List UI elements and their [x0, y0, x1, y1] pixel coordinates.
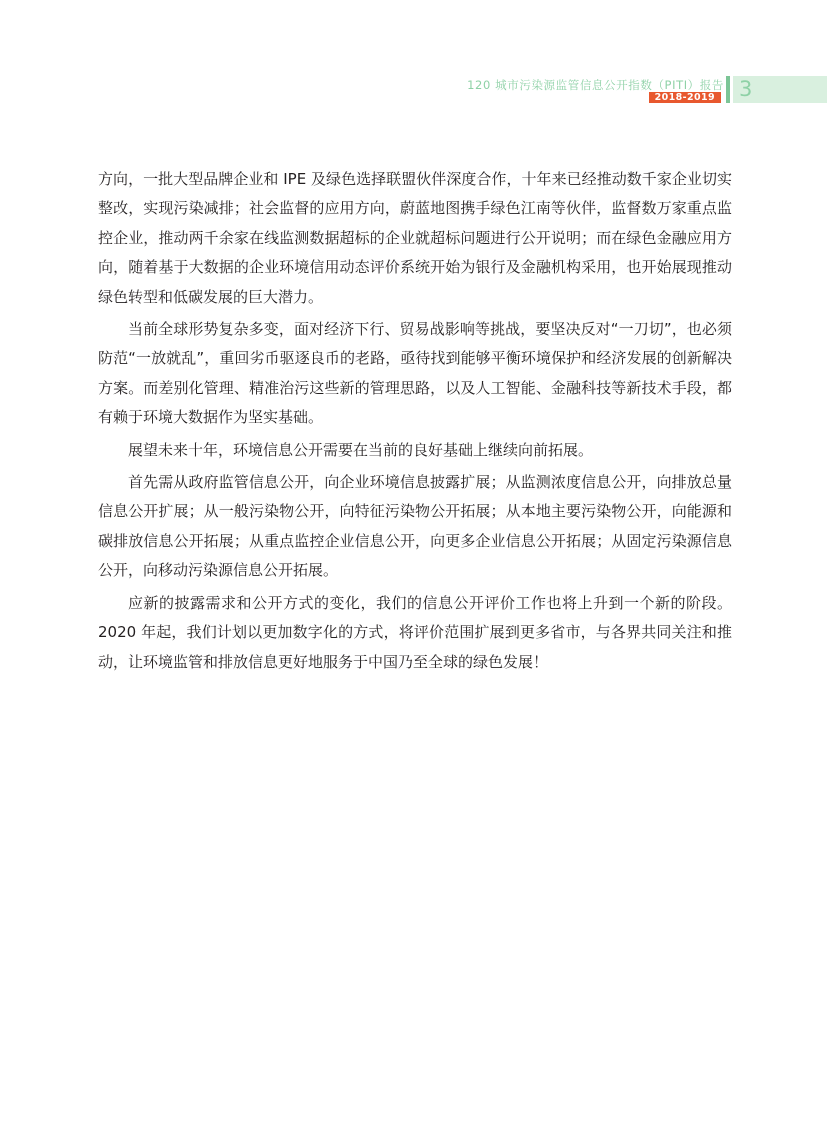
- paragraph-global-situation: 当前全球形势复杂多变，面对经济下行、贸易战影响等挑战，要坚决反对“一刀切”，也必须防范“一放就乱”，重回劣币驱逐良币的老路，亟待找到能够平衡环境保护和经济发展的创新解决方案。而差别化管理、精准治污这些新的管理思路，以及人工智能、金融科技等新技术手段，都有赖于环境大数据作为坚实基础。: [98, 320, 732, 427]
- page-number-box: [733, 76, 827, 103]
- report-title: 120 城市污染源监管信息公开指数（PITI）报告: [467, 78, 724, 92]
- year-badge: 2018-2019: [649, 92, 721, 103]
- body-text: [98, 165, 732, 680]
- paragraph-outlook: 展望未来十年，环境信息公开需要在当前的良好基础上继续向前拓展。: [128, 440, 594, 459]
- page-header: [0, 0, 827, 110]
- paragraph-next-stage: 应新的披露需求和公开方式的变化，我们的信息公开评价工作也将上升到一个新的阶段。2020 年起，我们计划以更加数字化的方式，将评价范围扩展到更多省市，与各界共同关注和推动，让环境监管和排放信息更好地服务于中国乃至全球的绿色发展！: [98, 593, 732, 671]
- header-accent-bar: [726, 76, 730, 103]
- page-number: 3: [739, 77, 753, 101]
- paragraph-continuation: 方向，一批大型品牌企业和 IPE 及绿色选择联盟伙伴深度合作，十年来已经推动数千家企业切实整改，实现污染减排；社会监督的应用方向，蔚蓝地图携手绿色江南等伙伴，监督数万家重点监控企业，推动两千余家在线监测数据超标的企业就超标问题进行公开说明；而在绿色金融应用方向，随着基于大数据的企业环境信用动态评价系统开始为银行及金融机构采用，也开始展现推动绿色转型和低碳发展的巨大潜力。: [98, 170, 732, 306]
- paragraph-expansion: 首先需从政府监管信息公开，向企业环境信息披露扩展；从监测浓度信息公开，向排放总量信息公开扩展；从一般污染物公开，向特征污染物公开拓展；从本地主要污染物公开，向能源和碳排放信息公开拓展；从重点监控企业信息公开，向更多企业信息公开拓展；从固定污染源信息公开，向移动污染源信息公开拓展。: [98, 473, 732, 580]
